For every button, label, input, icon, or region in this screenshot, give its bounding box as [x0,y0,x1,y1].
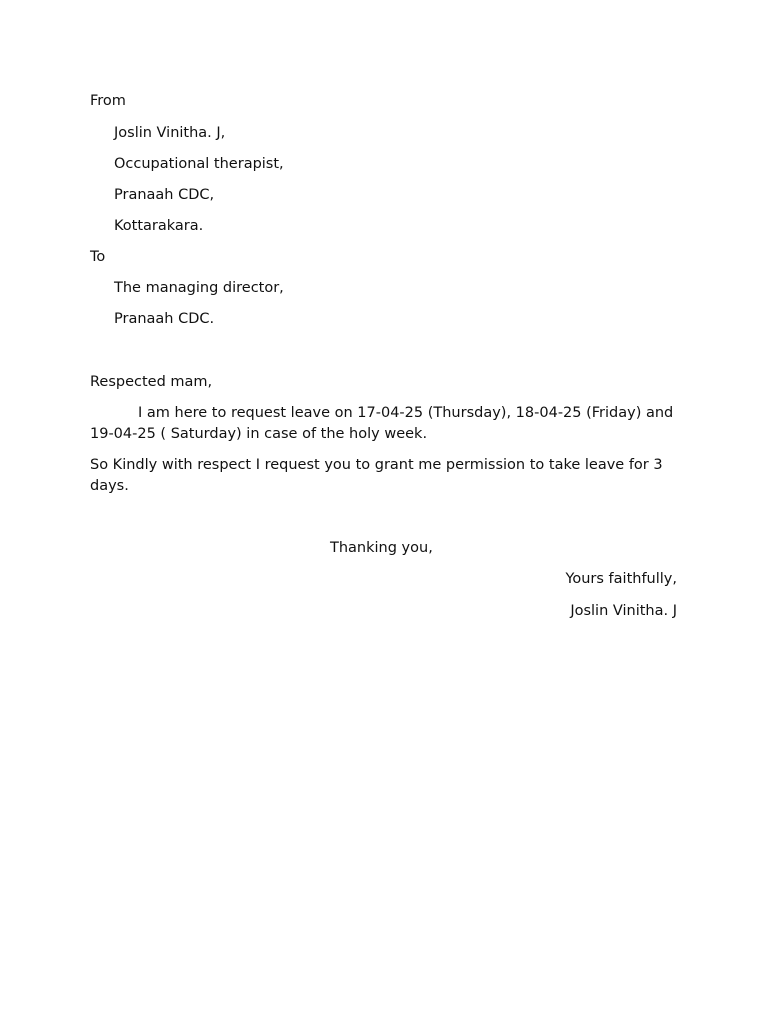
body-paragraph-permission: So Kindly with respect I request you to grant me permission to take leave for 3 days. [90,457,663,494]
recipient-organization: Pranaah CDC. [114,311,215,327]
sender-name: Joslin Vinitha. J, [114,125,226,141]
from-heading: From [90,93,126,109]
to-heading: To [90,249,106,265]
signature-name: Joslin Vinitha. J [570,603,677,619]
salutation: Respected mam, [90,374,213,390]
sender-designation: Occupational therapist, [114,156,284,172]
closing-sign-off: Yours faithfully, [565,571,677,587]
sender-organization: Pranaah CDC, [114,187,215,203]
sender-place: Kottarakara. [114,218,204,234]
recipient-title: The managing director, [114,280,284,296]
closing-thanks: Thanking you, [330,540,433,556]
body-paragraph-request: I am here to request leave on 17-04-25 (Thursday), 18-04-25 (Friday) and 19-04-25 ( Saturday) in case of the holy week. [90,405,674,442]
